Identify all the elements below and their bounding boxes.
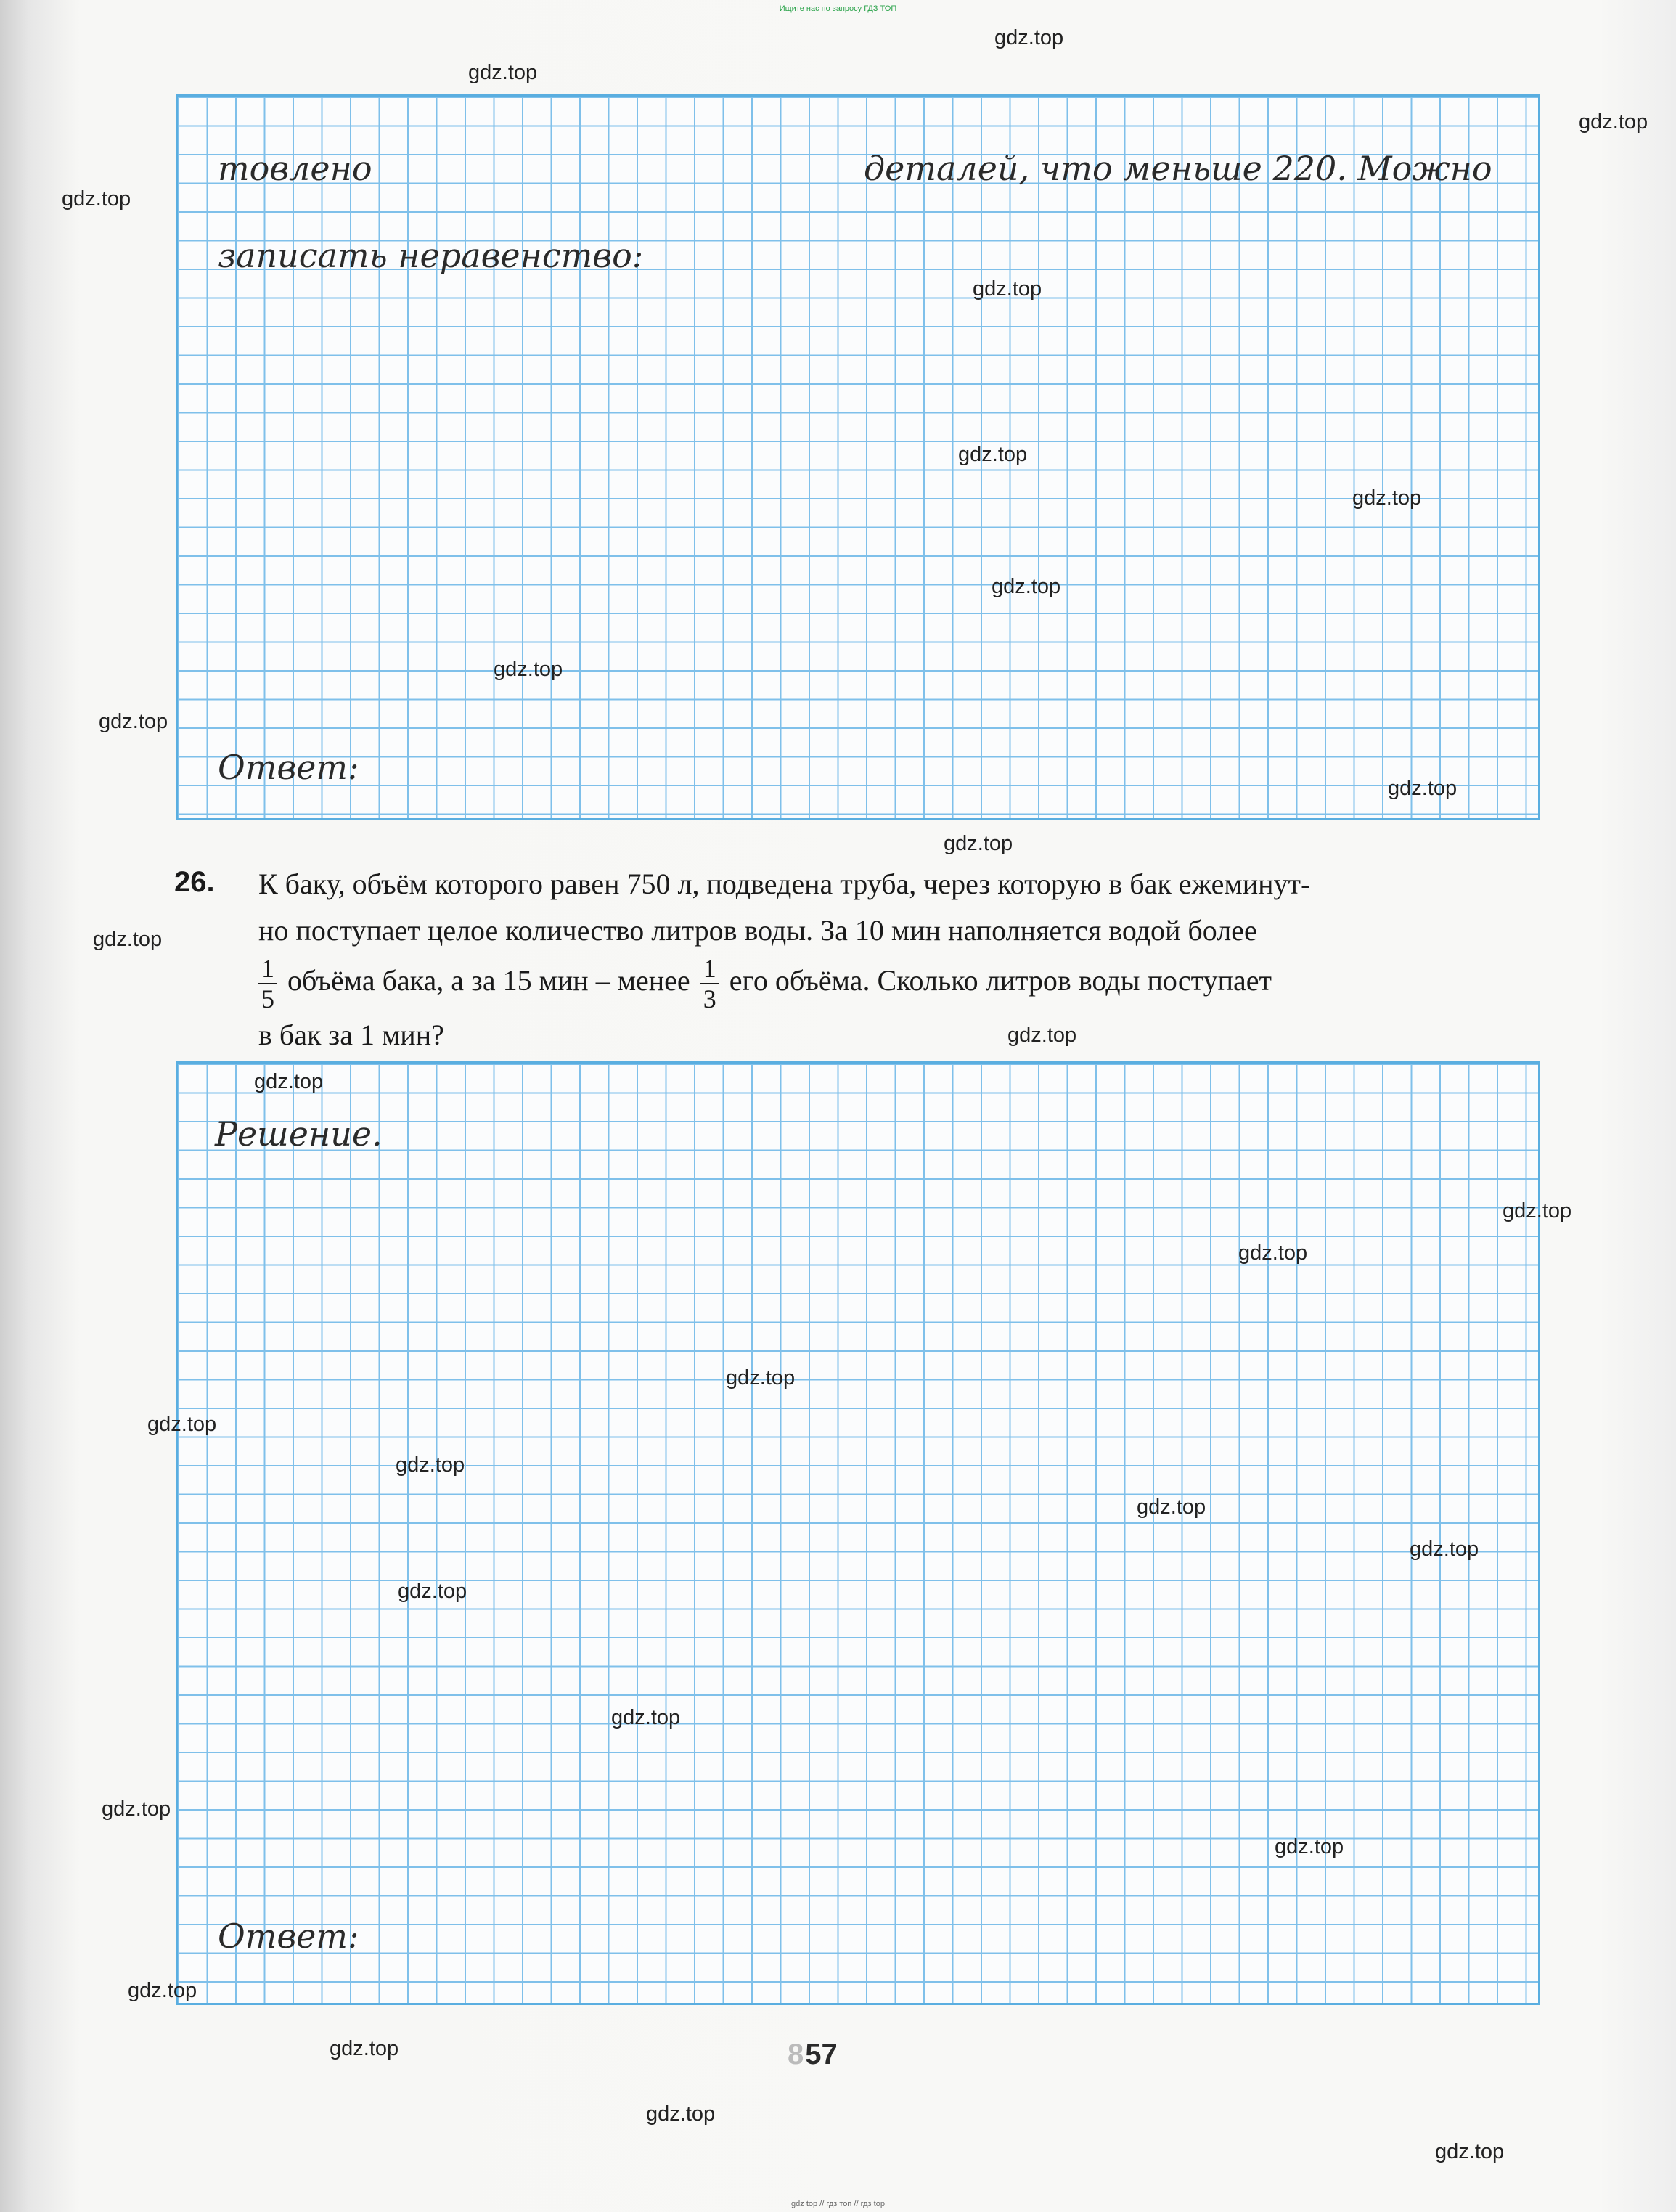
problem-line-3-mid: объёма бака, а за 15 мин – менее [287,964,690,997]
problem-number: 26. [174,866,215,898]
watermark: gdz.top [398,1580,467,1603]
watermark: gdz.top [62,187,131,211]
watermark: gdz.top [128,1979,197,2002]
watermark: gdz.top [726,1366,796,1389]
watermark: gdz.top [1503,1199,1572,1223]
top-banner: Ищите нас по запросу ГДЗ ТОП [779,4,897,13]
watermark: gdz.top [1275,1835,1344,1858]
answer-label-bottom: Ответ: [218,1917,359,1956]
watermark: gdz.top [330,2037,399,2060]
handwritten-line-2: записать неравенство: [218,236,644,275]
watermark: gdz.top [1352,486,1422,510]
watermark: gdz.top [992,575,1061,598]
watermark: gdz.top [147,1413,217,1436]
bottom-banner: gdz top // гдз топ // гдз top [791,2200,885,2208]
grid-area-top [176,94,1540,820]
watermark: gdz.top [958,443,1028,466]
watermark: gdz.top [102,1797,171,1821]
grid-area-bottom [176,1061,1540,2005]
watermark: gdz.top [1579,110,1648,134]
answer-label-top: Ответ: [218,748,359,787]
problem-line-4: в бак за 1 мин? [258,1019,444,1051]
watermark: gdz.top [1007,1024,1077,1047]
watermark: gdz.top [1435,2140,1505,2163]
watermark: gdz.top [994,26,1064,49]
watermark: gdz.top [396,1453,465,1477]
fraction-one-fifth: $\frac{1}{5}$ [258,954,277,1013]
watermark: gdz.top [254,1070,324,1093]
problem-line-2: но поступает целое количество литров воды. За 10 мин наполняется водой более [258,914,1257,947]
problem-line-3-end: его объёма. Сколько литров воды поступает [729,964,1272,997]
solution-label: Решение. [215,1114,383,1154]
problem-line-1: К баку, объём которого равен 750 л, подведена труба, через которую в бак ежеминут- [258,868,1311,900]
watermark: gdz.top [99,710,168,733]
handwritten-line-1-right: деталей, что меньше 220. Можно [864,149,1492,188]
problem-line-3 [258,954,1536,1012]
watermark: gdz.top [494,658,563,681]
fraction-one-third: $\frac{1}{3}$ [700,954,719,1013]
watermark: gdz.top [468,61,538,84]
watermark: gdz.top [1410,1538,1479,1561]
watermark: gdz.top [93,928,163,951]
watermark: gdz.top [1238,1241,1308,1265]
watermark: gdz.top [611,1706,681,1729]
watermark: gdz.top [944,832,1013,855]
watermark: gdz.top [646,2102,716,2126]
problem-text [258,861,1536,1058]
watermark: gdz.top [973,277,1042,301]
watermark: gdz.top [1388,777,1458,800]
watermark: gdz.top [1137,1495,1206,1519]
handwritten-line-1-left: товлено [218,149,372,188]
page-number: 857 [788,2038,838,2070]
